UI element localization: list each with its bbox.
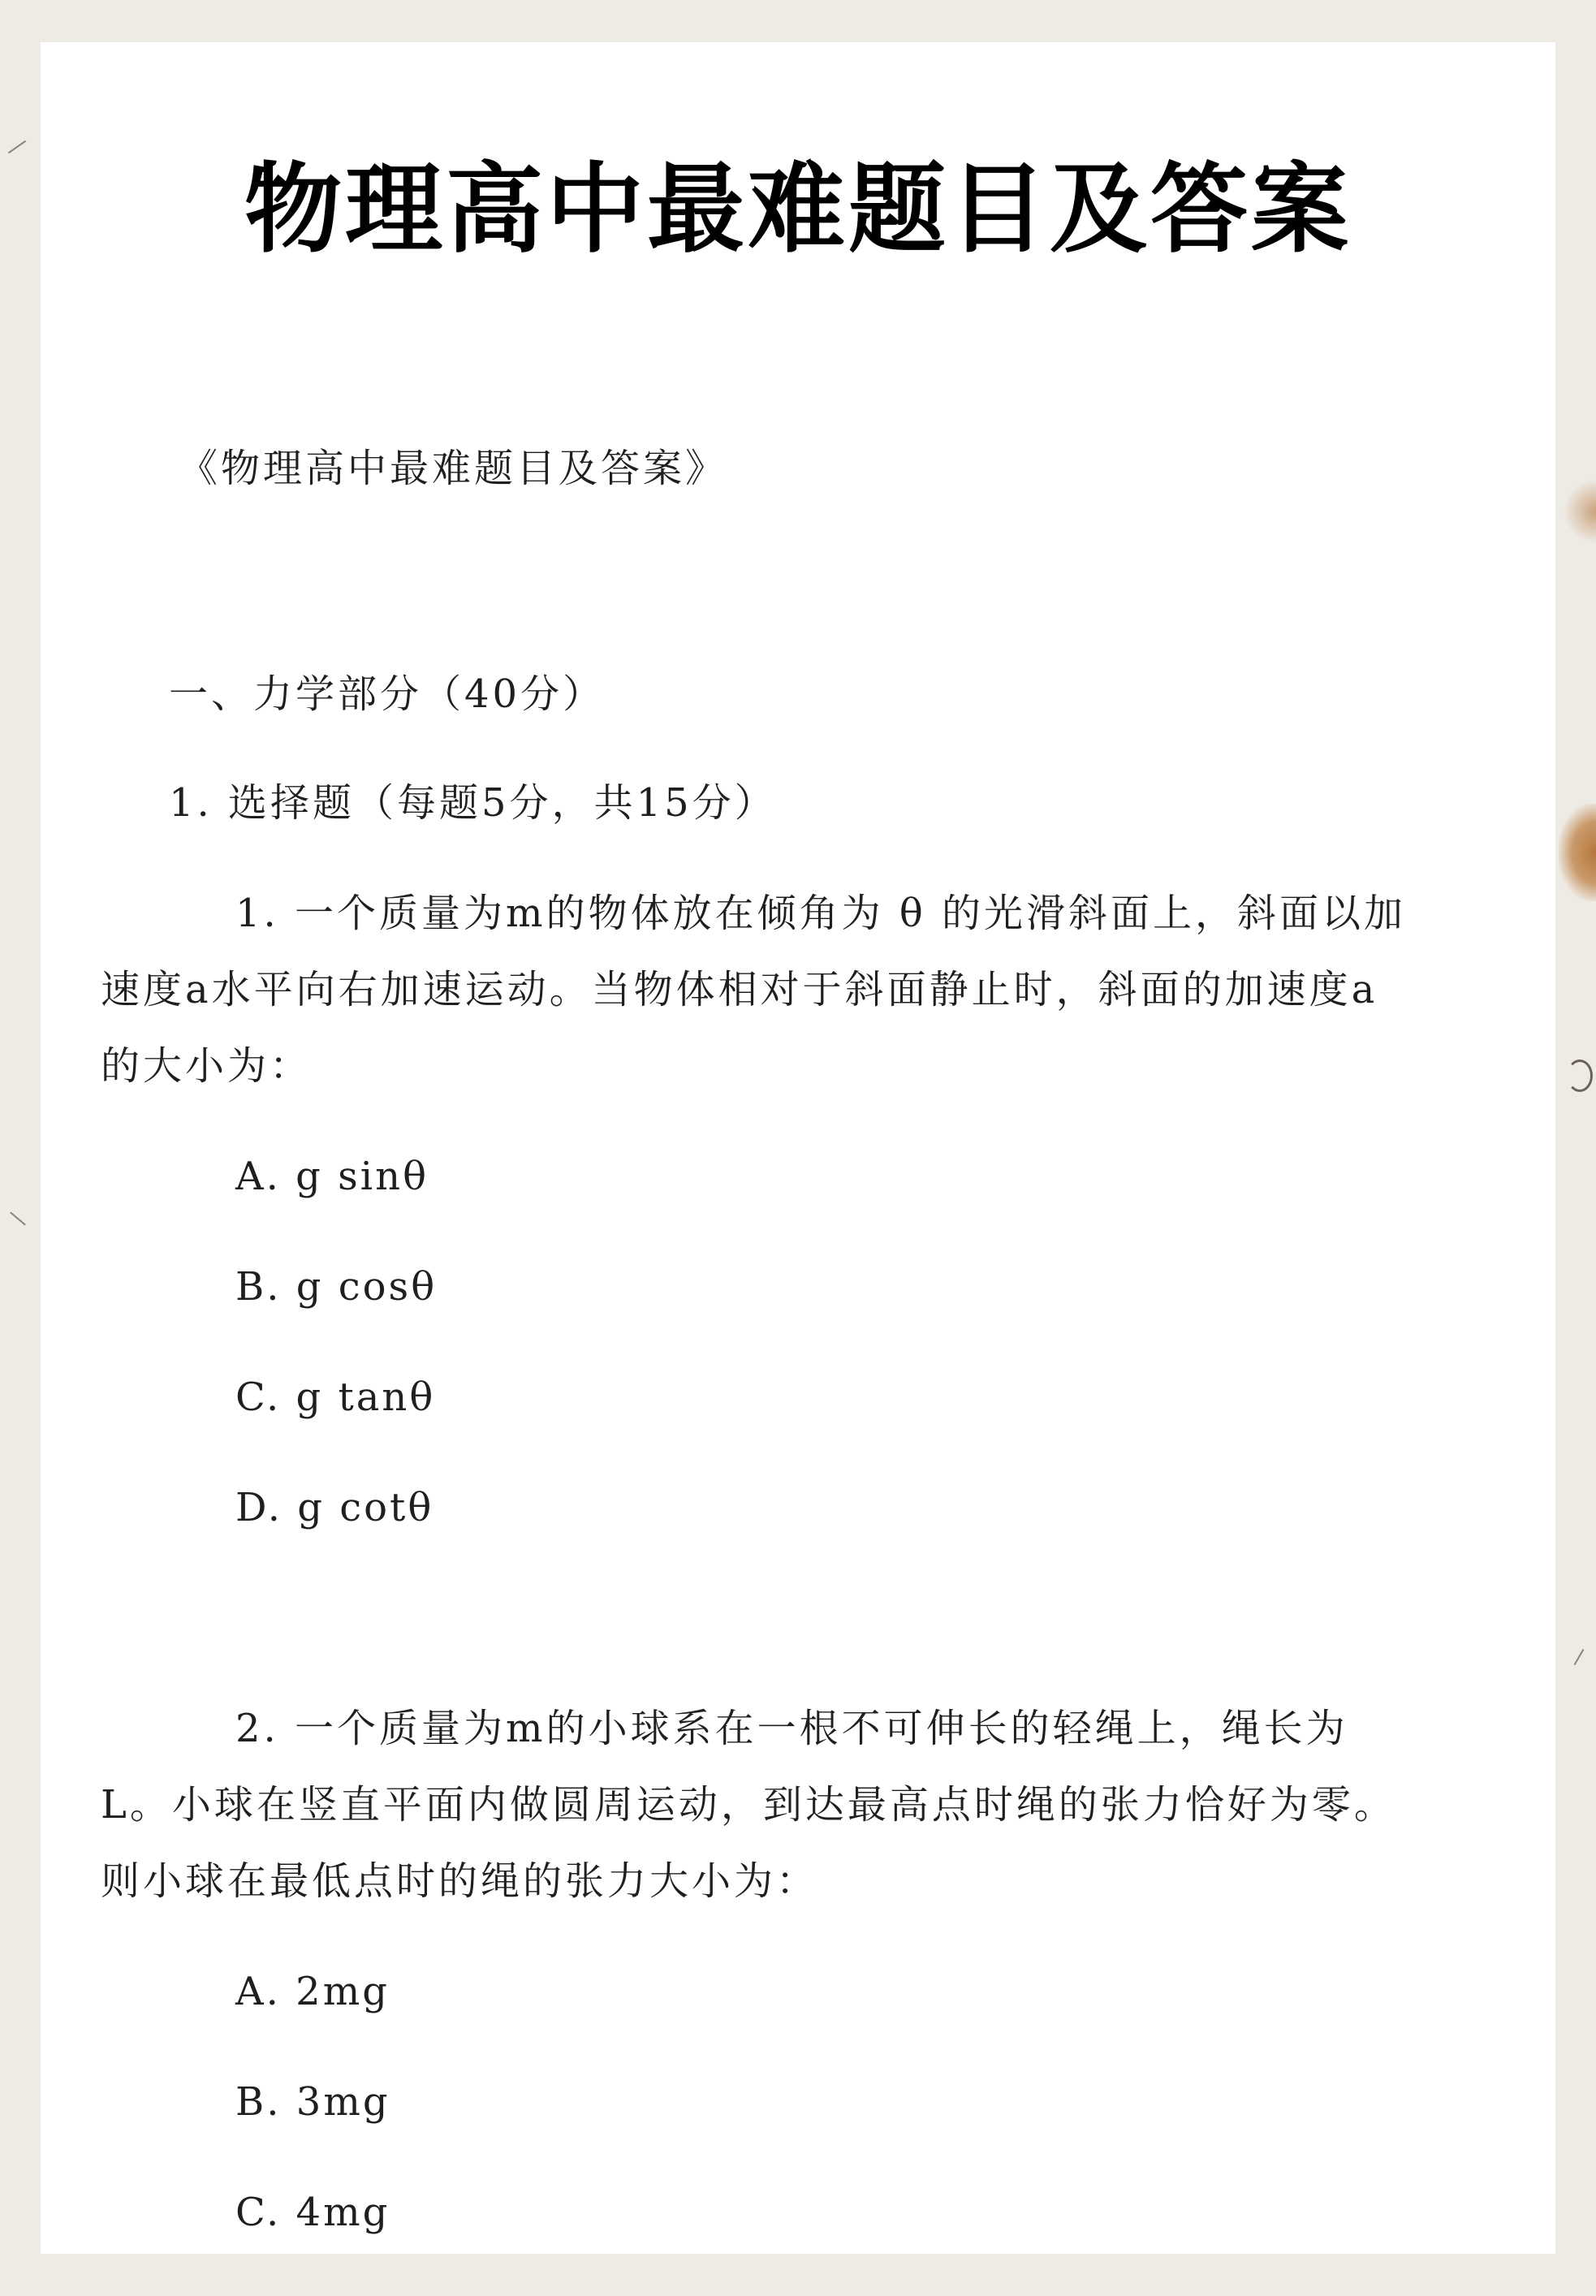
question-1-line-2: 速度a水平向右加速运动。当物体相对于斜面静止时，斜面的加速度a (101, 967, 1378, 1012)
doodle-mark (1574, 1649, 1585, 1665)
question-2-option-c: C. 4mg (235, 2190, 390, 2235)
paper-stain (1564, 479, 1596, 544)
question-2-line-2: L。小球在竖直平面内做圆周运动，到达最高点时绳的张力恰好为零。 (101, 1782, 1396, 1828)
question-2-line-1: 2. 一个质量为m的小球系在一根不可伸长的轻绳上，绳长为 (235, 1706, 1348, 1751)
question-1-option-d: D. g cotθ (235, 1485, 434, 1530)
doodle-mark (10, 1212, 26, 1226)
document-subtitle: 《物理高中最难题目及答案》 (179, 446, 728, 491)
paper-stain (1559, 804, 1596, 901)
subsection-heading: 1. 选择题（每题5分，共15分） (169, 780, 777, 826)
doodle-mark (8, 140, 26, 154)
question-2-option-a: A. 2mg (235, 1969, 390, 2014)
question-2-line-3: 则小球在最低点时的绳的张力大小为： (101, 1858, 819, 1904)
question-1-option-b: B. g cosθ (235, 1264, 438, 1310)
document-page (41, 42, 1555, 2254)
question-2-option-b: B. 3mg (235, 2079, 390, 2125)
question-1-option-a: A. g sinθ (235, 1154, 429, 1199)
section-heading: 一、力学部分（40分） (169, 671, 606, 717)
doodle-mark (1567, 1060, 1593, 1092)
question-1-option-c: C. g tanθ (235, 1375, 436, 1420)
question-1-line-1: 1. 一个质量为m的物体放在倾角为 θ 的光滑斜面上，斜面以加 (235, 891, 1406, 936)
question-1-line-3: 的大小为： (101, 1043, 313, 1089)
document-title: 物理高中最难题目及答案 (244, 153, 1352, 266)
